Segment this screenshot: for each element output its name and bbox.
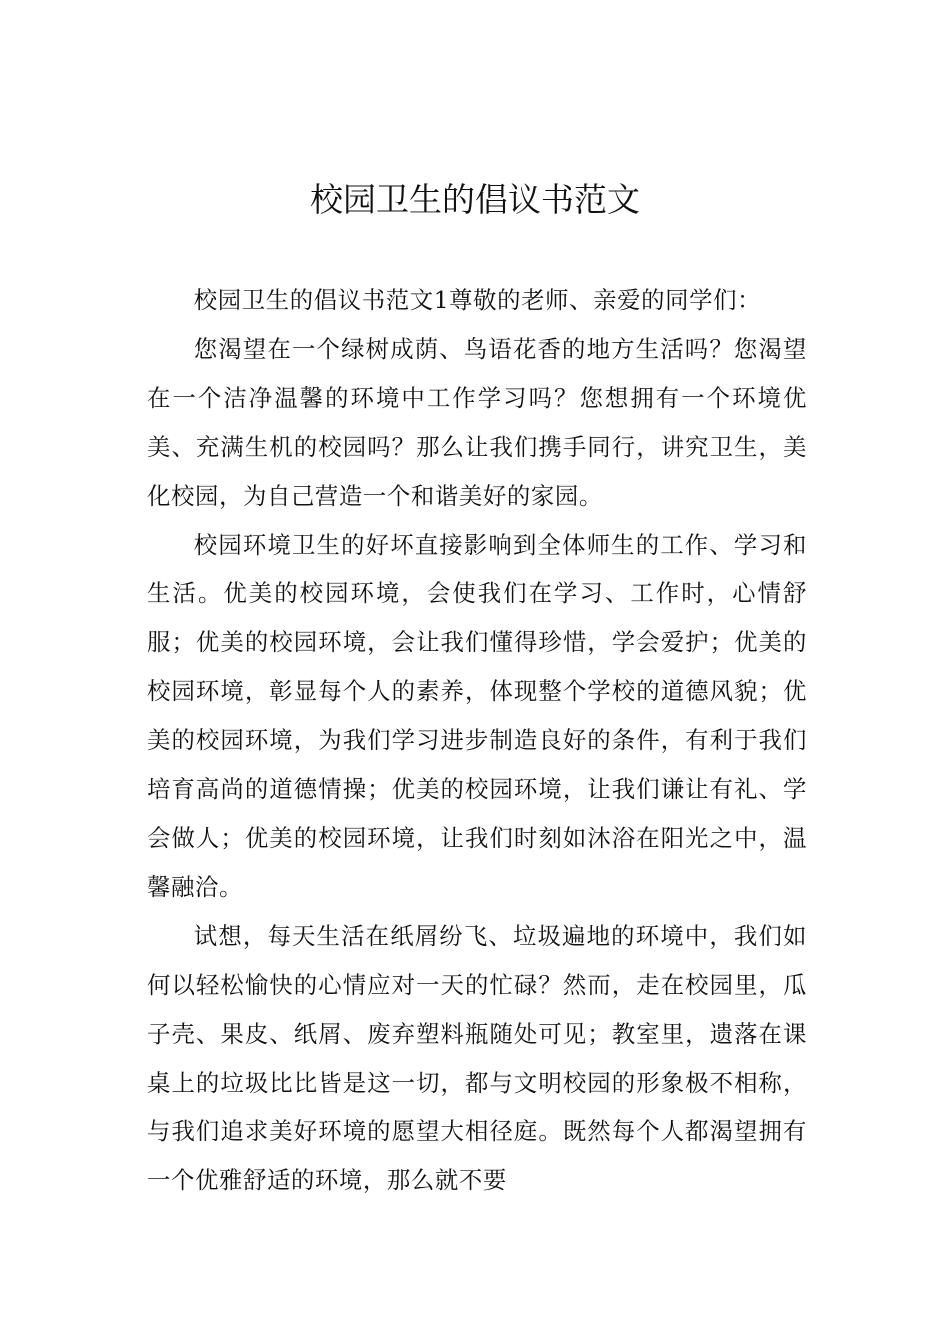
paragraph: 您渴望在一个绿树成荫、鸟语花香的地方生活吗？您渴望在一个洁净温馨的环境中工作学习吗？您想拥有一个环境优美、充满生机的校园吗？那么让我们携手同行，讲究卫生，美化校园，为自己营造一个和谐美好的家园。 (147, 334, 807, 510)
document-body (147, 276, 807, 1205)
paragraph-salutation: 校园卫生的倡议书范文1尊敬的老师、亲爱的同学们： (193, 286, 762, 314)
document-title: 校园卫生的倡议书范文 (310, 180, 640, 219)
paragraph: 校园环境卫生的好坏直接影响到全体师生的工作、学习和生活。优美的校园环境，会使我们在学习、工作时，心情舒服；优美的校园环境，会让我们懂得珍惜，学会爱护；优美的校园环境，彰显每个人的素养，体现整个学校的道德风貌；优美的校园环境，为我们学习进步制造良好的条件，有利于我们培育高尚的道德情操；优美的校园环境，让我们谦让有礼、学会做人；优美的校园环境，让我们时刻如沐浴在阳光之中，温馨融洽。 (147, 530, 807, 901)
paragraph: 试想，每天生活在纸屑纷飞、垃圾遍地的环境中，我们如何以轻松愉快的心情应对一天的忙碌？然而，走在校园里，瓜子壳、果皮、纸屑、废弃塑料瓶随处可见；教室里，遗落在课桌上的垃圾比比皆是这一切，都与文明校园的形象极不相称，与我们追求美好环境的愿望大相径庭。既然每个人都渴望拥有一个优雅舒适的环境，那么就不要 (147, 921, 807, 1195)
